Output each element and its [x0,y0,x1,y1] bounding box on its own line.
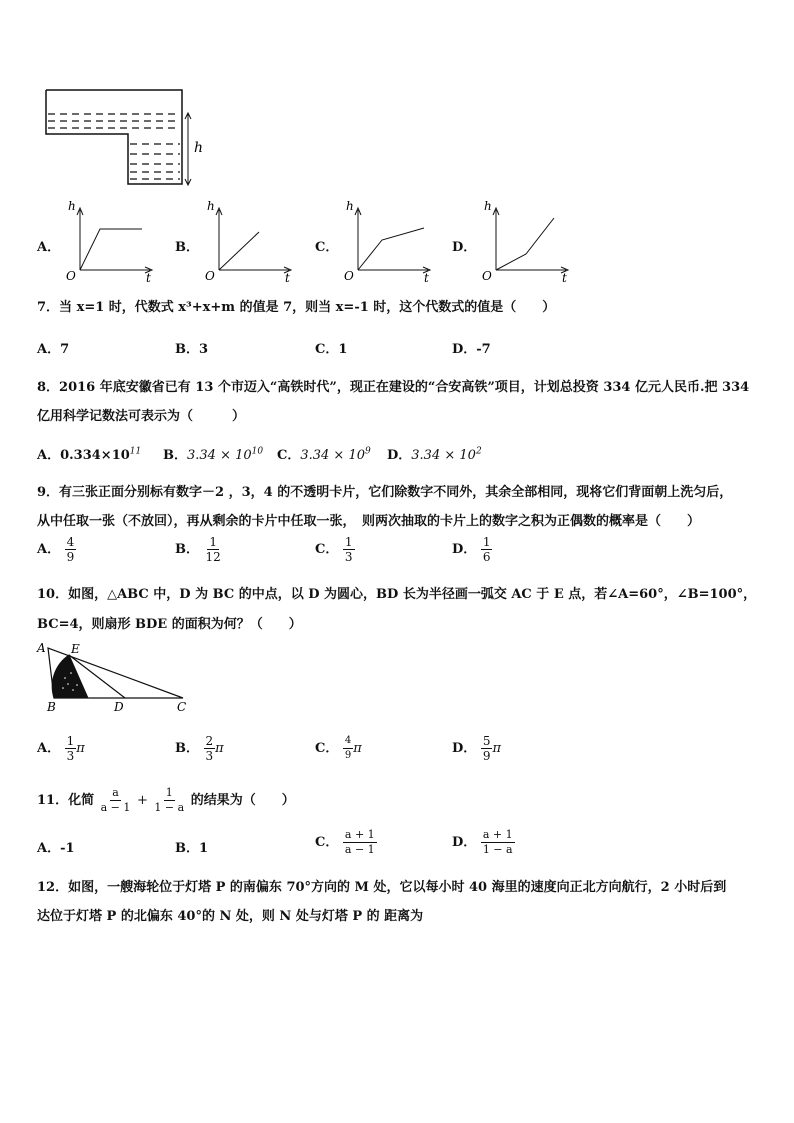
axis-o: O [205,269,215,283]
axis-t: t [146,271,151,283]
q9-option-c: C． $\frac{1}{3}$ [315,535,353,564]
q11-option-a: A．-1 [37,841,75,856]
q8-option-a: A．$0.334\times 10^{11}$ [37,446,142,463]
tank-figure [40,84,220,190]
q6-graph-b [197,198,297,283]
q9-stem-line1: 9．有三张正面分别标有数字－2 ，3，4 的不透明卡片，它们除数字不同外，其余全部相同，现将它们背面朝上洗匀后， [37,485,733,500]
q12-stem-line1: 12．如图，一艘海轮位于灯塔 P 的南偏东 70°方向的 M 处，它以每小时 40 海里的速度向正北方向航行，2 小时后到 [37,880,727,895]
q6-graph-a [58,198,158,283]
q9-stem-line2: 从中任取一张（不放回），再从剩余的卡片中任取一张， 则两次抽取的卡片上的数字之积为正偶数的概率是（ ） [37,514,701,529]
q6-option-c-label: C． [315,240,339,255]
q7-option-c: C．1 [315,342,348,357]
q8-stem-line1: 8．2016 年底安徽省已有 13 个市迈入“高铁时代”，现正在建设的“合安高铁”项目，计划总投资 334 亿元人民币.把 334 [37,380,750,395]
q11-option-c: C． $\frac{a + 1}{a - 1}$ [315,828,375,856]
q7-option-d: D．-7 [452,342,491,357]
q9-option-b: B． $\frac{1}{12}$ [175,535,221,564]
q11-stem: 11．化简 $\frac{a}{a - 1}$ + $\frac{1}{1 - a}$ 的结果为（ ） [37,786,295,814]
label-b: B [47,700,56,714]
q10-stem-line1: 10．如图，△ABC 中，D 为 BC 的中点，以 D 为圆心，BD 长为半径画一弧交 AC 于 E 点，若∠A=60°，∠B=100°， [37,587,757,602]
q6-option-b-label: B． [175,240,199,255]
q10-option-c: C． $\frac{4}{9}$ π [315,735,362,761]
q6-option-a-label: A． [37,240,61,255]
q7-option-a: A．7 [37,342,70,357]
q12-stem-line2: 达位于灯塔 P 的北偏东 40°的 N 处，则 N 处与灯塔 P 的 距离为 [37,909,424,924]
axis-h: h [484,199,492,213]
label-e: E [71,642,80,656]
q9-option-a: A． $\frac{4}{9}$ [37,535,75,564]
axis-h: h [207,199,215,213]
q10-triangle-figure [35,640,195,715]
q8-option-c: C．$3.34 \times 10^9$ [277,446,371,463]
label-a: A [37,641,46,655]
q10-option-b: B． $\frac{2}{3}$ π [175,734,224,763]
q11-option-b: B．1 [175,841,209,856]
axis-h: h [68,199,76,213]
q8-option-d: D．$3.34 \times 10^2$ [387,446,482,463]
q9-option-d: D． $\frac{1}{6}$ [452,535,491,564]
q6-graph-d [474,198,574,283]
q6-graph-c [336,198,436,283]
q7-option-b: B．3 [175,342,209,357]
axis-o: O [344,269,354,283]
axis-t: t [285,271,290,283]
label-c: C [177,700,187,714]
q10-option-a: A． $\frac{1}{3}$ π [37,734,85,763]
label-d: D [114,700,124,714]
axis-h: h [346,199,354,213]
q10-option-d: D． $\frac{5}{9}$ π [452,734,501,763]
q6-option-d-label: D． [452,240,477,255]
q10-stem-line2: BC=4，则扇形 BDE 的面积为何？（ ） [37,617,302,632]
q8-stem-line2: 亿用科学记数法可表示为（ ） [37,409,246,424]
q8-option-b: B．$3.34 \times 10^{10}$ [163,446,264,463]
q6-options [0,198,794,283]
tank-h-label: h [194,140,204,156]
axis-t: t [562,271,567,283]
axis-t: t [424,271,429,283]
axis-o: O [482,269,492,283]
axis-o: O [66,269,76,283]
q7-stem: 7．当 x=1 时，代数式 x³+x+m 的值是 7，则当 x=-1 时，这个代数式的值是（ ） [37,300,556,315]
q11-option-d: D． $\frac{a + 1}{1 - a}$ [452,828,513,856]
